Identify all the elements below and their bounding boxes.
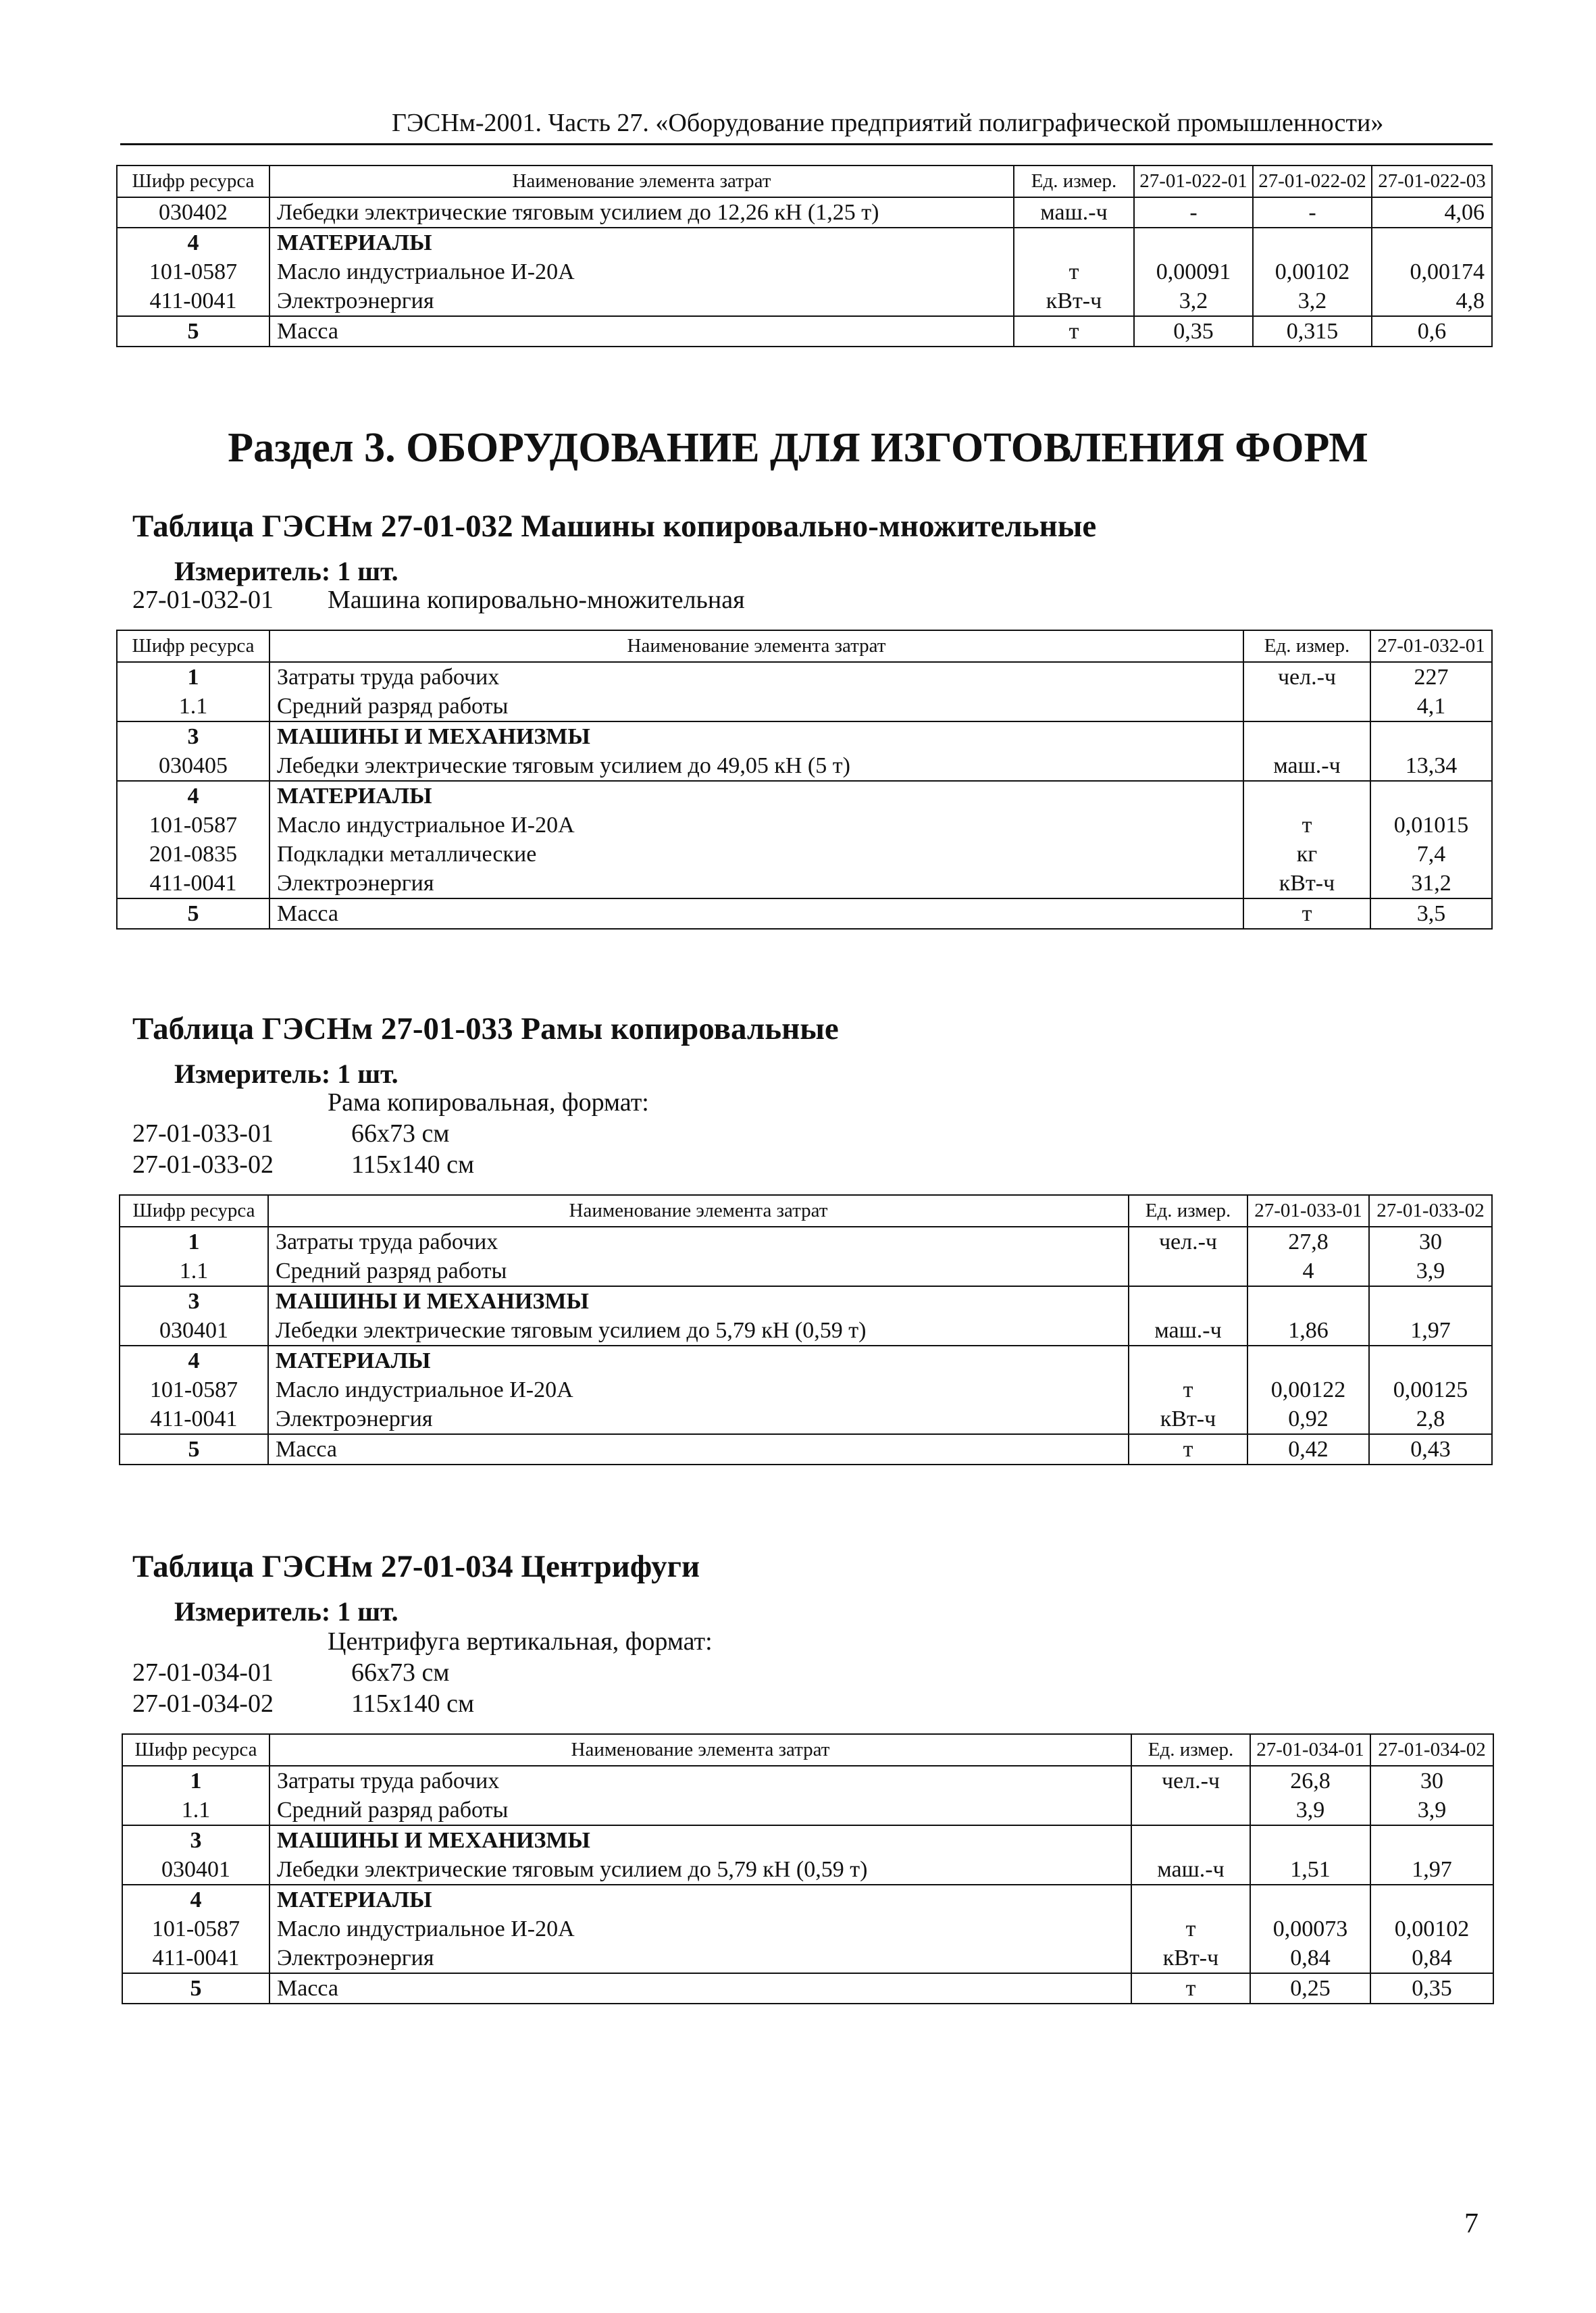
resource-code: 1: [188, 1229, 200, 1254]
resource-code: 030405: [159, 753, 228, 778]
col-unit-header: Ед. измер.: [1129, 1195, 1247, 1227]
resource-unit: чел.-ч: [1277, 665, 1337, 690]
item-group-name: Центрифуга вертикальная, формат:: [328, 1627, 713, 1656]
col-name-header: Наименование элемента затрат: [269, 1734, 1131, 1766]
item-format: 66х73 см: [351, 1658, 450, 1687]
resource-unit: кВт-ч: [1160, 1406, 1216, 1431]
resource-value: 0,25: [1250, 1973, 1370, 2004]
resource-value: 0,315: [1253, 316, 1372, 347]
resource-value: 30: [1420, 1769, 1443, 1794]
table-row-mass: [120, 1434, 1492, 1465]
section-title: Раздел 3. ОБОРУДОВАНИЕ ДЛЯ ИЗГОТОВЛЕНИЯ ФОРМ: [228, 425, 1368, 471]
resource-value: 227: [1414, 665, 1449, 690]
resource-value: 0,6: [1372, 316, 1492, 347]
resource-unit: маш.-ч: [1014, 197, 1134, 228]
resource-value: 0,00091: [1156, 259, 1231, 284]
resource-code: 411-0041: [149, 288, 237, 313]
table-row-mass: [117, 316, 1492, 347]
resource-value: 30: [1419, 1229, 1442, 1254]
resource-unit: [1251, 692, 1363, 721]
table-row-group-labor: [117, 662, 1492, 721]
table-27-01-033: [119, 1194, 1493, 1465]
col-name-header: Наименование элемента затрат: [269, 166, 1014, 197]
resource-value: 7,4: [1416, 842, 1446, 867]
resource-value: -: [1134, 197, 1253, 228]
group-code: 4: [190, 1887, 202, 1912]
item-code: 27-01-034-01: [132, 1658, 274, 1687]
resource-name: Затраты труда рабочих: [277, 1769, 500, 1794]
resource-value: 13,34: [1405, 753, 1458, 778]
resource-unit: кВт-ч: [1279, 871, 1335, 896]
resource-unit: маш.-ч: [1273, 753, 1341, 778]
resource-value: 3,9: [1295, 1798, 1325, 1823]
resource-value: 4,8: [1456, 288, 1485, 313]
resource-code: 411-0041: [149, 871, 237, 896]
group-title: МАШИНЫ И МЕХАНИЗМЫ: [277, 1828, 590, 1853]
resource-name: Масло индустриальное И-20А: [277, 1916, 575, 1941]
group-code: 3: [187, 724, 199, 749]
group-code: 4: [187, 784, 199, 809]
resource-unit: чел.-ч: [1161, 1769, 1220, 1794]
measure-unit: Измеритель: 1 шт.: [174, 556, 398, 586]
col-norm-header: 27-01-032-01: [1370, 630, 1492, 662]
resource-name: Электроэнергия: [277, 288, 434, 313]
resource-value: 0,00073: [1272, 1916, 1348, 1941]
resource-name: Лебедки электрические тяговым усилием до 49,05 кН (5 т): [277, 753, 850, 778]
resource-value: 0,43: [1369, 1434, 1492, 1465]
table-27-01-032: [116, 630, 1493, 930]
col-name-header: Наименование элемента затрат: [268, 1195, 1129, 1227]
col-norm-header: 27-01-022-03: [1372, 166, 1492, 197]
resource-unit: т: [1185, 1916, 1196, 1941]
resource-code: 030402: [117, 197, 269, 228]
resource-unit: т: [1302, 813, 1312, 838]
resource-name: Средний разряд работы: [277, 694, 509, 719]
table-header-row: [122, 1734, 1493, 1766]
group-title: МАТЕРИАЛЫ: [276, 1348, 431, 1373]
resource-name: Средний разряд работы: [276, 1259, 507, 1283]
resource-value: 3,2: [1179, 288, 1208, 313]
resource-value: 3,9: [1417, 1798, 1447, 1823]
resource-unit: т: [1131, 1973, 1250, 2004]
table-row-group-labor: [122, 1766, 1493, 1825]
running-header: ГЭСНм-2001. Часть 27. «Оборудование предприятий полиграфической промышленности»: [392, 109, 1384, 137]
resource-name: Масло индустриальное И-20А: [276, 1377, 573, 1402]
resource-unit: кВт-ч: [1162, 1946, 1219, 1971]
resource-code: 1.1: [179, 1259, 209, 1283]
resource-value: 1,97: [1412, 1857, 1452, 1882]
resource-value: 1,86: [1288, 1318, 1329, 1343]
resource-code: 411-0041: [150, 1406, 238, 1431]
table-row-group-materials: [117, 781, 1492, 898]
resource-value: 0,84: [1290, 1946, 1331, 1971]
resource-unit: т: [1069, 259, 1079, 284]
resource-value: 0,00125: [1393, 1377, 1468, 1402]
col-name-header: Наименование элемента затрат: [269, 630, 1243, 662]
resource-code: 1.1: [181, 1798, 211, 1823]
resource-value: 0,00122: [1270, 1377, 1346, 1402]
item-format: 115х140 см: [351, 1150, 475, 1179]
resource-name: Масса: [269, 1973, 1131, 2004]
resource-name: Лебедки электрические тяговым усилием до 5,79 кН (0,59 т): [277, 1857, 868, 1882]
resource-code: 101-0587: [149, 259, 238, 284]
table-row-group-materials: [120, 1346, 1492, 1434]
resource-name: Средний разряд работы: [277, 1798, 509, 1823]
resource-name: Масса: [269, 316, 1014, 347]
resource-value: 0,00102: [1275, 259, 1350, 284]
table-row-group-labor: [120, 1227, 1492, 1286]
item-code: 27-01-033-01: [132, 1119, 274, 1148]
table-row-mass: [122, 1973, 1493, 2004]
resource-value: 0,01015: [1393, 813, 1469, 838]
table-row-group-machines: [122, 1825, 1493, 1885]
resource-value: 3,2: [1297, 288, 1327, 313]
table-header-row: [117, 166, 1492, 197]
table-row-group-materials: [117, 228, 1492, 316]
resource-value: 1,97: [1410, 1318, 1451, 1343]
col-unit-header: Ед. измер.: [1243, 630, 1370, 662]
resource-value: 27,8: [1288, 1229, 1329, 1254]
resource-unit: т: [1129, 1434, 1247, 1465]
resource-value: 3,5: [1370, 898, 1492, 929]
resource-name: Масло индустриальное И-20А: [277, 259, 575, 284]
table-row: [117, 197, 1492, 228]
resource-value: 4,1: [1416, 694, 1446, 719]
resource-code: 201-0835: [149, 842, 238, 867]
group-title: МАТЕРИАЛЫ: [277, 1887, 432, 1912]
col-code-header: Шифр ресурса: [122, 1734, 269, 1766]
resource-name: Электроэнергия: [276, 1406, 433, 1431]
resource-name: Затраты труда рабочих: [276, 1229, 498, 1254]
resource-value: 0,00174: [1410, 259, 1485, 284]
col-code-header: Шифр ресурса: [117, 630, 269, 662]
col-code-header: Шифр ресурса: [117, 166, 269, 197]
resource-value: 0,84: [1412, 1946, 1452, 1971]
resource-name: Электроэнергия: [277, 871, 434, 896]
resource-code: 030401: [161, 1857, 230, 1882]
table-title: Таблица ГЭСНм 27-01-034 Центрифуги: [132, 1549, 700, 1584]
resource-unit: т: [1014, 316, 1134, 347]
resource-value: 1,51: [1290, 1857, 1331, 1882]
resource-name: Затраты труда рабочих: [277, 665, 500, 690]
group-code: 5: [117, 898, 269, 929]
resource-value: 26,8: [1290, 1769, 1331, 1794]
measure-unit: Измеритель: 1 шт.: [174, 1059, 398, 1089]
resource-name: Масло индустриальное И-20А: [277, 813, 575, 838]
resource-unit: кг: [1296, 842, 1318, 867]
resource-name: Электроэнергия: [277, 1946, 434, 1971]
resource-value: 0,92: [1288, 1406, 1329, 1431]
col-code-header: Шифр ресурса: [120, 1195, 268, 1227]
group-code: 3: [190, 1828, 202, 1853]
table-27-01-034: [122, 1733, 1494, 2004]
col-norm-header: 27-01-033-02: [1369, 1195, 1492, 1227]
group-title: МАШИНЫ И МЕХАНИЗМЫ: [276, 1289, 589, 1314]
item-code: 27-01-032-01: [132, 586, 274, 614]
resource-unit: т: [1183, 1377, 1193, 1402]
table-row-mass: [117, 898, 1492, 929]
resource-value: 0,00102: [1394, 1916, 1470, 1941]
group-title: МАТЕРИАЛЫ: [277, 784, 432, 809]
measure-unit: Измеритель: 1 шт.: [174, 1596, 398, 1627]
resource-code: 030401: [159, 1318, 228, 1343]
resource-name: Лебедки электрические тяговым усилием до 12,26 кН (1,25 т): [269, 197, 1014, 228]
group-code: 5: [122, 1973, 269, 2004]
item-code: 27-01-034-02: [132, 1689, 274, 1718]
resource-value: 4: [1302, 1259, 1314, 1283]
col-norm-header: 27-01-033-01: [1247, 1195, 1369, 1227]
item-group-name: Рама копировальная, формат:: [328, 1088, 649, 1117]
page-number: 7: [1464, 2208, 1478, 2239]
group-title: МАШИНЫ И МЕХАНИЗМЫ: [277, 724, 590, 749]
resource-value: 31,2: [1411, 871, 1451, 896]
table-header-row: [120, 1195, 1492, 1227]
item-code: 27-01-033-02: [132, 1150, 274, 1179]
resource-name: Подкладки металлические: [277, 842, 537, 867]
group-code: 5: [117, 316, 269, 347]
header-rule: [120, 143, 1493, 145]
table-header-row: [117, 630, 1492, 662]
resource-code: 411-0041: [152, 1946, 240, 1971]
table-title: Таблица ГЭСНм 27-01-032 Машины копировально-множительные: [132, 509, 1097, 544]
resource-unit: маш.-ч: [1154, 1318, 1222, 1343]
resource-value: 4,06: [1372, 197, 1492, 228]
resource-code: 1: [190, 1769, 202, 1794]
resource-value: 0,42: [1247, 1434, 1369, 1465]
resource-code: 101-0587: [151, 1916, 240, 1941]
group-code: 3: [188, 1289, 200, 1314]
table-row-group-machines: [120, 1286, 1492, 1346]
col-unit-header: Ед. измер.: [1131, 1734, 1250, 1766]
resource-unit: кВт-ч: [1046, 288, 1102, 313]
resource-value: -: [1253, 197, 1372, 228]
resource-value: 0,35: [1134, 316, 1253, 347]
table-title: Таблица ГЭСНм 27-01-033 Рамы копировальные: [132, 1011, 839, 1046]
group-code: 4: [187, 230, 199, 255]
col-norm-header: 27-01-022-01: [1134, 166, 1253, 197]
resource-code: 101-0587: [149, 1377, 238, 1402]
resource-code: 1.1: [178, 694, 208, 719]
group-code: 4: [188, 1348, 200, 1373]
col-norm-header: 27-01-022-02: [1253, 166, 1372, 197]
resource-value: 3,9: [1416, 1259, 1445, 1283]
resource-unit: маш.-ч: [1157, 1857, 1225, 1882]
table-row-group-materials: [122, 1885, 1493, 1973]
group-code: 5: [120, 1434, 268, 1465]
col-unit-header: Ед. измер.: [1014, 166, 1134, 197]
group-title: МАТЕРИАЛЫ: [277, 230, 432, 255]
resource-name: Лебедки электрические тяговым усилием до 5,79 кН (0,59 т): [276, 1318, 867, 1343]
item-format: 115х140 см: [351, 1689, 475, 1718]
resource-name: Масса: [268, 1434, 1129, 1465]
resource-unit: чел.-ч: [1158, 1229, 1218, 1254]
table-27-01-022: [116, 165, 1493, 347]
item-format: 66х73 см: [351, 1119, 450, 1148]
resource-code: 1: [187, 665, 199, 690]
resource-unit: т: [1243, 898, 1370, 929]
resource-value: 2,8: [1416, 1406, 1445, 1431]
col-norm-header: 27-01-034-01: [1250, 1734, 1370, 1766]
item-name: Машина копировально-множительная: [328, 586, 745, 614]
resource-name: Масса: [269, 898, 1243, 929]
table-row-group-machines: [117, 721, 1492, 781]
resource-code: 101-0587: [149, 813, 238, 838]
resource-value: 0,35: [1370, 1973, 1493, 2004]
col-norm-header: 27-01-034-02: [1370, 1734, 1493, 1766]
